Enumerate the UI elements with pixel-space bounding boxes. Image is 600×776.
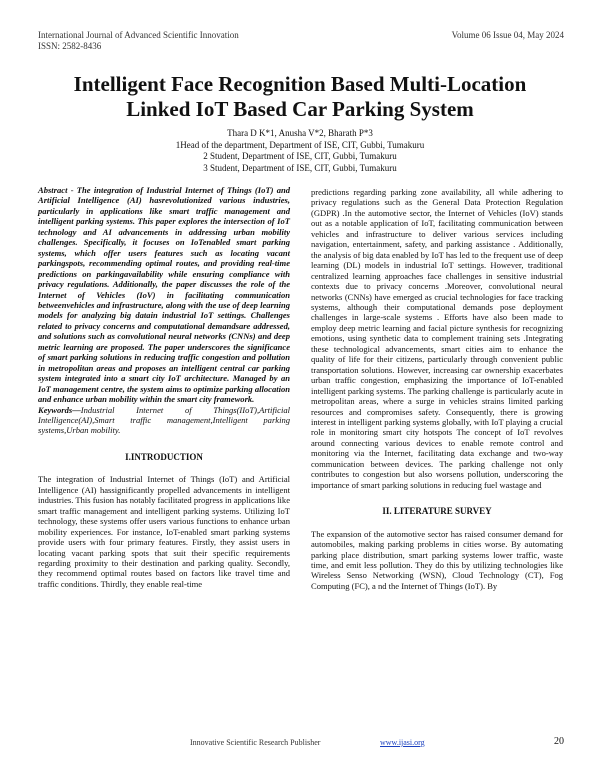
page-number: 20 — [554, 736, 564, 747]
introduction-continued: predictions regarding parking zone availability, all while adhering to privacy regulations such as the General Data Protection Regulation (GDPR) .In the automotive sector, the Internet of Vehicles (IoV) stands out as a notable application of IoT, facilitating communication between vehicles and infrastructure to deliver various services including navigation, entertainment, safety, and parking assistance . Additionally, the analysis of big data enabled by IoT has led to the frequent use of deep learning (DL) models in industrial IoT settings. However, traditional centralized learning approaches face challenges in sensitive industrial contexts due to privacy concerns .Moreover, convolutional neural networks (CNNs) have emerged as crucial technologies for face tracking systems, although their computational demands pose deployment challenges in large-scale systems . Efforts have also been made to employ deep metric learning and facial picture synthesis for recognizing emotions, using synthetic data to complement training sets .Integrating these technological advancements, smart cities aim to enhance the quality of life for their citizens, particularly through convenient public transportation solutions. However, increasing car ownership exacerbates urban traffic congestion, emphasizing the importance of IoT-enabled intelligent parking systems. The parking challenge is particularly acute in metropolitan areas, where a surge in vehicles strains limited parking resources and compromises safety. Consequently, there is growing interest in intelligent parking systems globally, with IoT playing a crucial role in monitoring smart city hotspots The concept of IoT revolves around connecting various devices to enable remote control and monitoring via the Internet, facilitating data exchange and two-way communication between devices. The parking challenge not only contributes to congestion but also worsens pollution, underscoring the importance of smart parking solutions in reducing fuel wastage and — [311, 187, 563, 490]
publisher: Innovative Scientific Research Publisher — [190, 738, 321, 747]
issn: ISSN: 2582-8436 — [38, 41, 102, 51]
author-block — [20, 128, 580, 174]
introduction-heading: I.INTRODUCTION — [125, 451, 203, 462]
right-column — [311, 187, 563, 591]
keywords-text: Industrial Internet of Things(IIoT),Artificial Intelligence(AI),Smart traffic management,Intelligent parking systems,Urban mobility. — [38, 404, 290, 436]
literature-survey-paragraph: The expansion of the automotive sector has raised consumer demand for automobiles, making parking problems in cities worse. By automating parking place distribution, smart parking systems lower traffic, waste time, and emit less pollution. They do this by utilizing technologies like Wireless Senso Networking (WSN), Cloud Technology (CT), Fog Computing (FC), a nd the Internet of Things (IoT). By — [311, 528, 563, 591]
literature-survey-heading: II. LITERATURE SURVEY — [382, 506, 492, 517]
header-left — [38, 30, 239, 52]
introduction-paragraph: The integration of Industrial Internet of Things (IoT) and Artificial Intelligence (AI) hassignificantly propelled advancements in intelligent industries. This fusion has notably facilitated progress in applications like smart traffic management and intelligent parking systems. Utilizing IoT technology, these systems offer users various functions to enhance urban mobility experiences. For instance, IoT-enabled smart parking systems provide users with four primary features. Firstly, they assist users in locating vacant parking spots that suit their specific requirements regarding proximity to their destination and parking quality. Secondly, they recommend optimal routes based on factors like travel time and traffic conditions. Thirdly, they enable real-time — [38, 474, 290, 589]
title-line-1: Intelligent Face Recognition Based Multi-Location — [73, 72, 527, 96]
paper-title — [20, 72, 580, 122]
affiliation-2: 2 Student, Department of ISE, CIT, Gubbi, Tumakuru — [203, 151, 397, 161]
author-names: Thara D K*1, Anusha V*2, Bharath P*3 — [227, 128, 373, 138]
affiliation-1: 1Head of the department, Department of ISE, CIT, Gubbi, Tumakuru — [175, 139, 425, 150]
volume-issue: Volume 06 Issue 04, May 2024 — [451, 30, 564, 40]
keywords — [38, 405, 290, 436]
affiliation-3: 3 Student, Department of ISE, CIT, Gubbi, Tumakuru — [203, 162, 397, 173]
title-line-2: Linked IoT Based Car Parking System — [126, 97, 474, 121]
abstract: Abstract - The integration of Industrial Internet of Things (IoT) and Artificial Intelligence (AI) hasrevolutionized various industries, particularly in applications like smart traffic management and intelligent parking systems. This paper explores the intersection of IoT technology and AI advancements in addressing urban mobility challenges. Specifically, it focuses on IoTenabled smart parking systems, which offer users features such as locating vacant parkingspots, recommending optimal routes, and providing real-time predictions on parkingavailability while ensuring compliance with privacy regulations. Additionally, the paper discusses the role of the Internet of Vehicles (IoV) in facilitating communication betweenvehicles and infrastructure, along with the use of deep learning models for analyzing big datain industrial IoT settings. Challenges related to privacy concerns and computational demandsare addressed, and solutions such as convolutional neural networks (CNNs) and deep metric learning are proposed. The paper underscores the significance of smart parking solutions in reducing traffic congestion and pollution in metropolitan areas and proposes an intelligent central car parking system integrated into a smart city IoT architecture. Managed by an IoT management centre, the system aims to optimize parking allocation and enhance urban mobility within the smart city framework. — [38, 185, 290, 405]
left-column — [38, 185, 290, 589]
journal-name: International Journal of Advanced Scientific Innovation — [38, 30, 239, 40]
running-footer — [38, 738, 564, 750]
keywords-label: Keywords— — [38, 404, 81, 415]
journal-url-link[interactable]: www.ijasi.org — [380, 738, 425, 747]
